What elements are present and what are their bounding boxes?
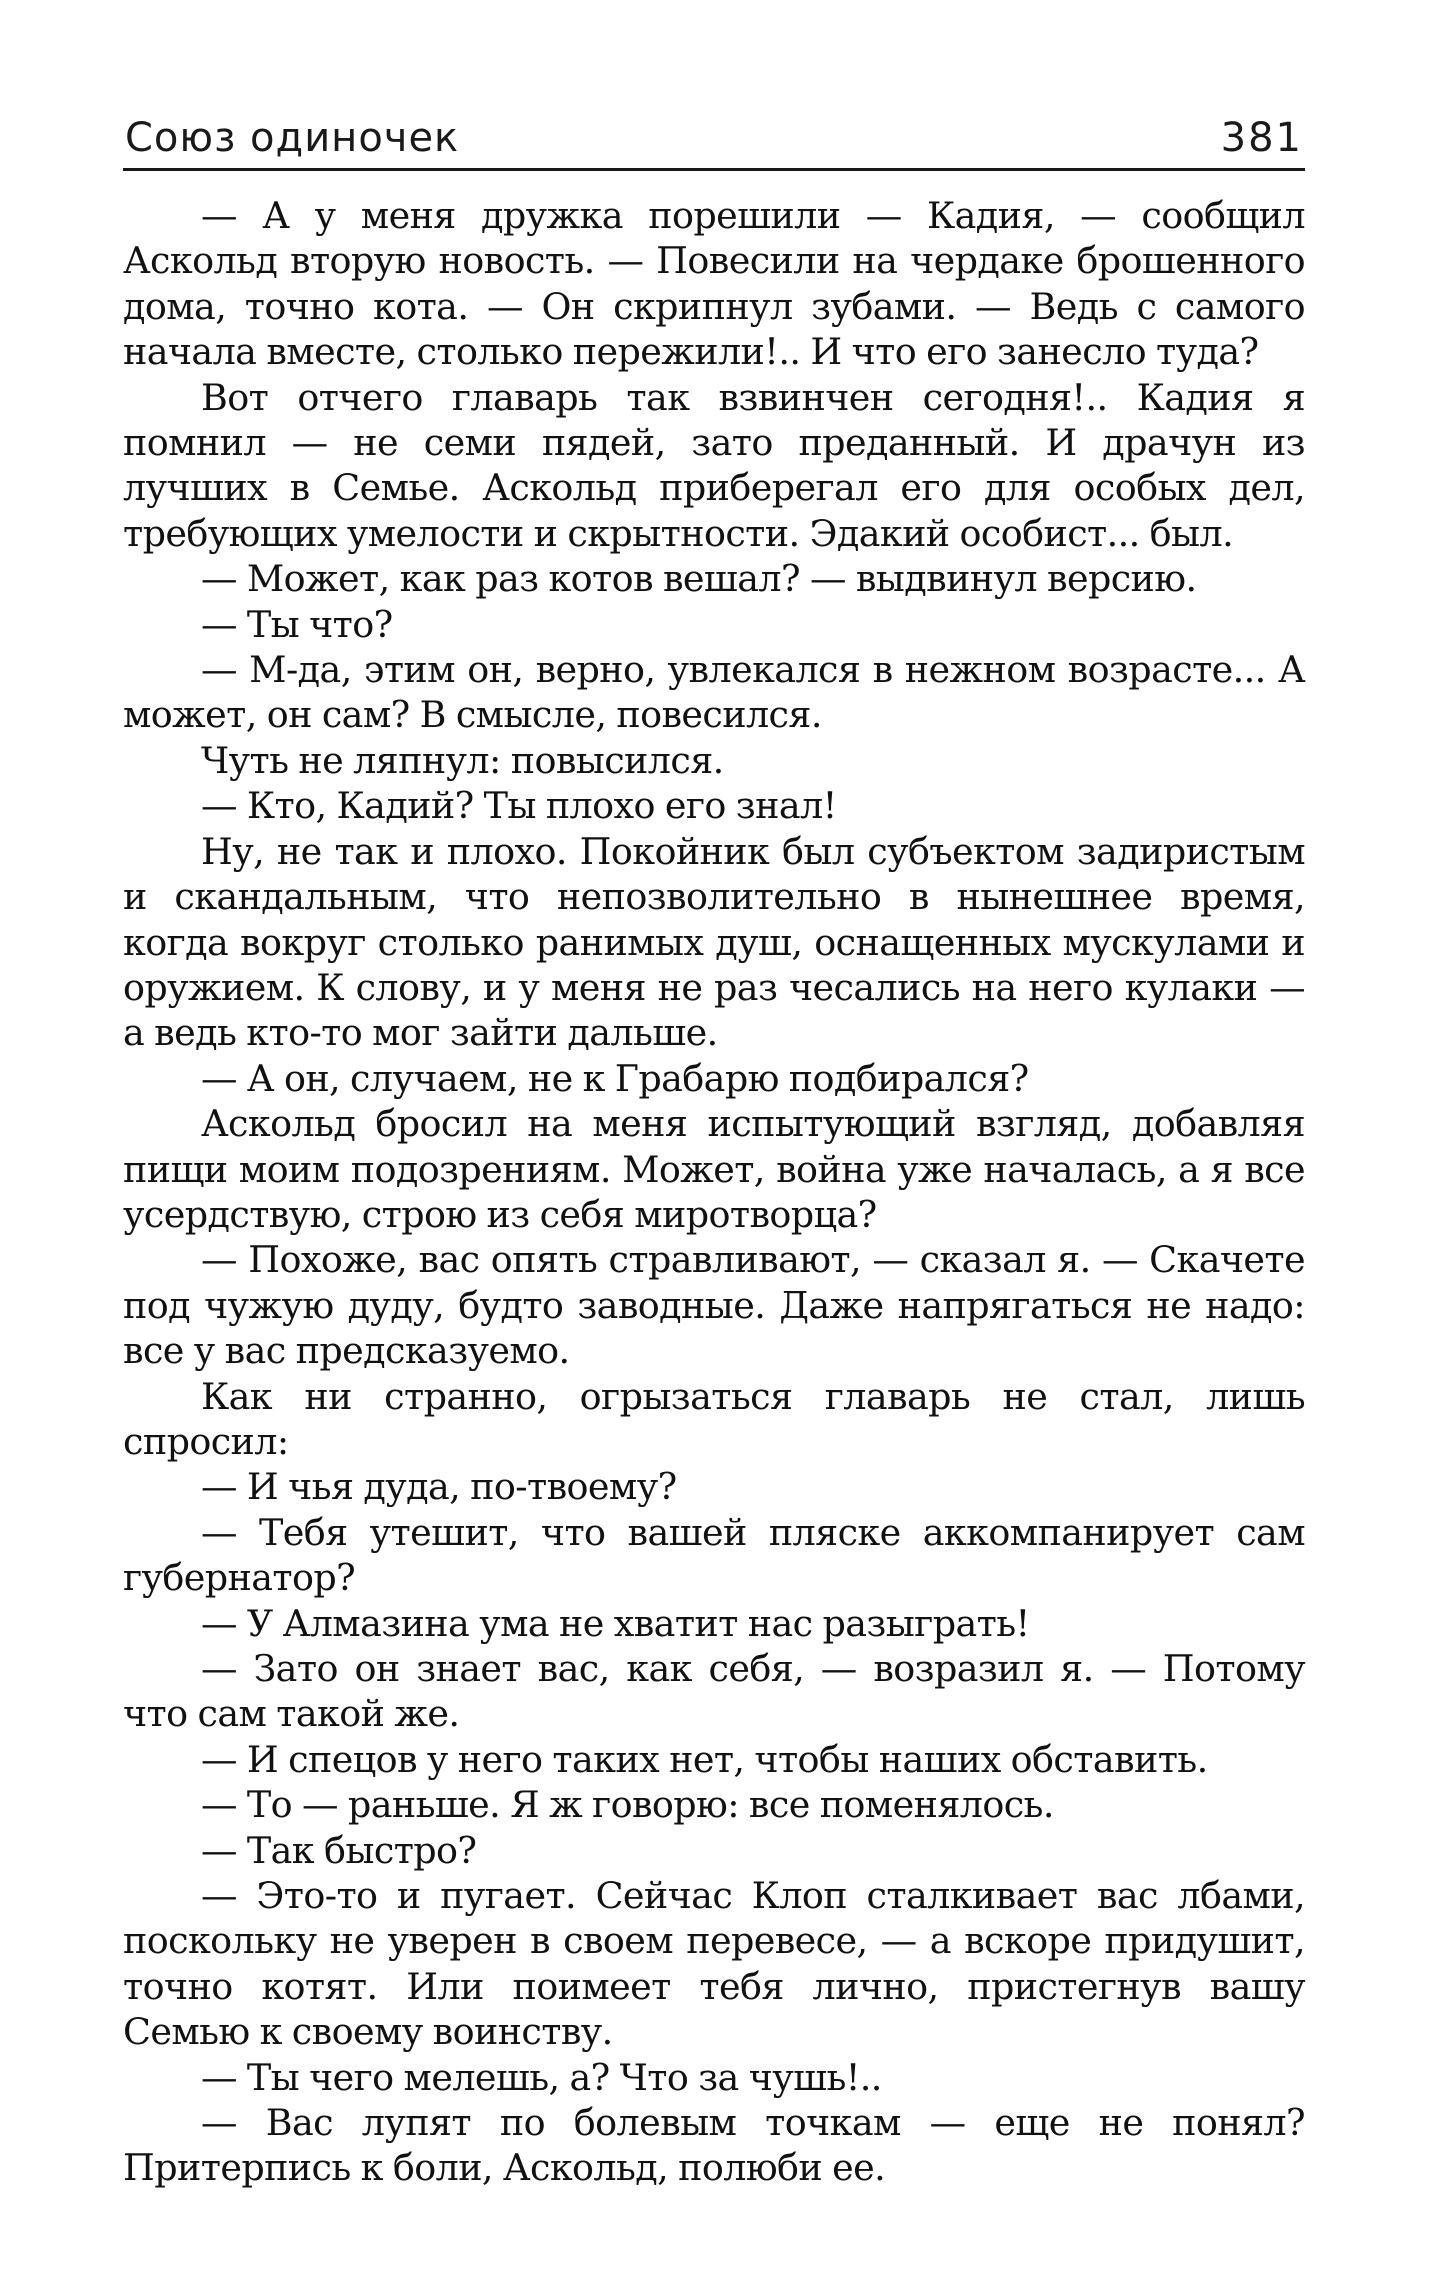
paragraph: — А он, случаем, не к Грабарю подбирался? — [201, 1056, 1029, 1100]
paragraph: — Кто, Кадий? Ты плохо его знал! — [201, 784, 837, 828]
paragraph: Ну, не так и плохо. Покойник был субъектом задиристым и скандальным, что непозволительно в нынешнее время, когда вокруг столько ранимых душ, оснащенных мускулами и оружием. К слову, и у меня не раз чесались на него кулаки — а ведь кто-то мог зайти дальше. — [123, 829, 1305, 1055]
paragraph: — Зато он знает вас, как себя, — возразил я. — Потому что сам такой же. — [123, 1647, 1305, 1736]
paragraph: — Тебя утешит, что вашей пляске аккомпанирует сам губернатор? — [123, 1510, 1305, 1600]
paragraph: Как ни странно, огрызаться главарь не стал, лишь спросил: — [123, 1374, 1305, 1463]
paragraph: — Это-то и пугает. Сейчас Клоп сталкивает вас лбами, поскольку не уверен в своем перевесе, — а вскоре придушит, точно котят. Или поимеет тебя лично, пристегнув вашу Семью к своему воинству. — [123, 1874, 1305, 2054]
paragraph: — То — раньше. Я ж говорю: все поменялось. — [201, 1783, 1054, 1827]
paragraph: — Ты чего мелешь, а? Что за чушь!.. — [201, 2055, 882, 2099]
paragraph: — Так быстро? — [201, 1828, 477, 1872]
paragraph: Чуть не ляпнул: повысился. — [201, 738, 724, 782]
paragraph: — И чья дуда, по-твоему? — [201, 1465, 677, 1509]
paragraph: — Вас лупят по болевым точкам — еще не понял? Притерпись к боли, Аскольд, полюби ее. — [123, 2101, 1305, 2190]
main-text — [123, 193, 1305, 2191]
paragraph: — А у меня дружка порешили — Кадия, — сообщил Аскольд вторую новость. — Повесили на чердаке брошенного дома, точно кота. — Он скрипнул зубами. — Ведь с самого начала вместе, столько пережили!.. И что его занесло туда? — [123, 194, 1305, 374]
book-title: Союз одиночек — [125, 115, 460, 161]
paragraph: — У Алмазина ума не хватит нас разыграть! — [201, 1601, 1030, 1645]
paragraph: Аскольд бросил на меня испытующий взгляд, добавляя пищи моим подозрениям. Может, война уже началась, а я все усердствую, строю из себя миротворца? — [123, 1102, 1305, 1236]
paragraph: — Ты что? — [201, 602, 393, 646]
paragraph: — Может, как раз котов вешал? — выдвинул версию. — [201, 557, 1197, 601]
paragraph: — И спецов у него таких нет, чтобы наших обставить. — [201, 1737, 1208, 1781]
paragraph: — Похоже, вас опять стравливают, — сказал я. — Скачете под чужую дуду, будто заводные. Даже напрягаться не надо: все у вас предсказуемо. — [123, 1238, 1305, 1373]
paragraph: — М-да, этим он, верно, увлекался в нежном возрасте... А может, он сам? В смысле, повесился. — [123, 648, 1305, 737]
paragraph: Вот отчего главарь так взвинчен сегодня!.. Кадия я помнил — не семи пядей, зато преданный. И драчун из лучших в Семье. Аскольд приберегал его для особых дел, требующих умелости и скрытности. Эдакий особист... был. — [123, 375, 1305, 555]
page-number: 381 — [1220, 115, 1303, 161]
running-head — [123, 108, 1305, 171]
